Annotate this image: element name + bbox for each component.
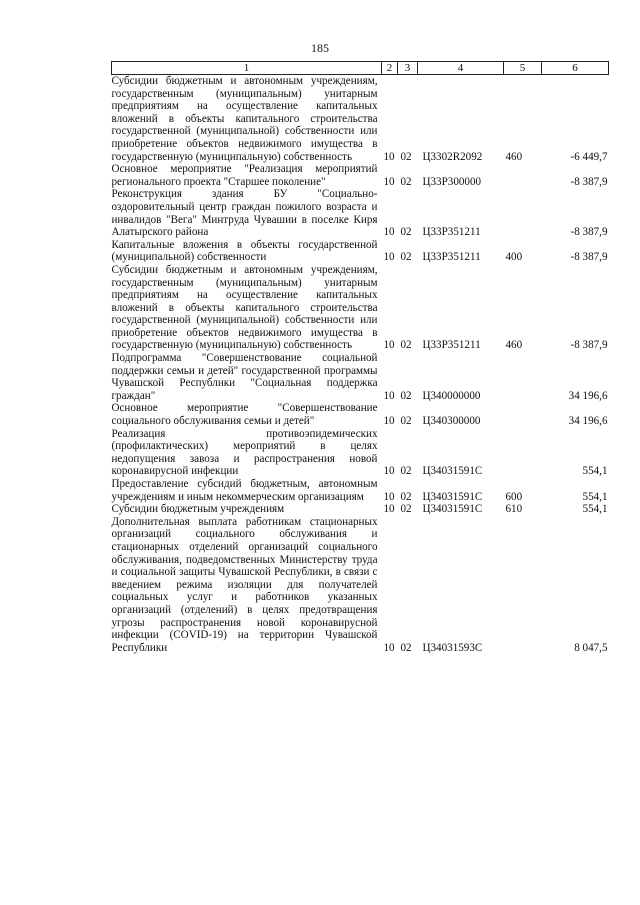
row-amount: -8 387,9 xyxy=(570,339,608,352)
row-amount: -6 449,7 xyxy=(570,150,608,163)
row-subsection: 02 xyxy=(400,503,412,516)
table-row xyxy=(112,516,609,655)
row-target-article: Ц33P351211 xyxy=(422,251,481,264)
row-name: Капитальные вложения в объекты государственной (муниципальной) собственности xyxy=(111,238,378,264)
budget-table xyxy=(111,61,609,654)
row-subsection: 02 xyxy=(400,389,412,402)
row-name: Субсидии бюджетным и автономным учреждениям, государственным (муниципальным) унитарным предприятиям на осуществление капитальных вложений в объекты капитального строительства государственной (муниципальной) собственности или приобретение объектов недвижимого имущества в государственную (муниципальную) собственность xyxy=(111,263,378,352)
row-target-article: Ц34031593С xyxy=(422,641,483,654)
table-row xyxy=(112,188,609,238)
table-row xyxy=(112,239,609,264)
row-expense-type: 610 xyxy=(505,503,523,516)
row-name: Основное мероприятие "Реализация мероприятий регионального проекта "Старшее поколение" xyxy=(111,163,378,188)
row-target-article: Ц34031591С xyxy=(422,503,483,516)
row-amount: -8 387,9 xyxy=(570,175,608,188)
row-amount: 34 196,6 xyxy=(568,389,608,402)
row-target-article: Ц33P351211 xyxy=(422,226,481,239)
row-section: 10 xyxy=(383,251,395,264)
row-expense-type: 400 xyxy=(505,251,523,264)
table-row xyxy=(112,352,609,402)
row-subsection: 02 xyxy=(400,226,412,239)
table-body xyxy=(112,75,609,655)
row-subsection: 02 xyxy=(400,465,412,478)
row-section: 10 xyxy=(383,150,395,163)
table-row xyxy=(112,163,609,188)
row-amount: 554,1 xyxy=(582,465,608,478)
row-amount: 554,1 xyxy=(582,503,608,516)
row-target-article: Ц33P300000 xyxy=(422,175,482,188)
row-section: 10 xyxy=(383,226,395,239)
row-target-article: Ц33P351211 xyxy=(422,339,481,352)
header-col-2: 2 xyxy=(382,62,398,75)
row-amount: 8 047,5 xyxy=(574,641,608,654)
row-subsection: 02 xyxy=(400,339,412,352)
table-row xyxy=(112,478,609,503)
row-name: Реализация противоэпидемических (профилактических) мероприятий в целях недопущения завоза и распространения новой коронавирусной инфекции xyxy=(111,427,378,478)
row-section: 10 xyxy=(383,415,395,428)
row-target-article: Ц340000000 xyxy=(422,389,481,402)
row-subsection: 02 xyxy=(400,251,412,264)
row-expense-type: 460 xyxy=(505,339,523,352)
row-section: 10 xyxy=(383,465,395,478)
row-subsection: 02 xyxy=(400,490,412,503)
row-target-article: Ц3302R2092 xyxy=(422,150,483,163)
row-target-article: Ц34031591С xyxy=(422,490,483,503)
row-expense-type: 460 xyxy=(505,150,523,163)
header-col-1: 1 xyxy=(112,62,382,75)
row-section: 10 xyxy=(383,641,395,654)
row-name: Реконструкция здания БУ "Социально-оздоровительный центр граждан пожилого возраста и инвалидов "Вега" Минтруда Чувашии в поселке Киря Алатырского района xyxy=(111,188,378,239)
row-name: Дополнительная выплата работникам стационарных организаций социального обслуживания и стационарных отделений организаций социального обслуживания, подведомственных Министерству труда и социальной защиты Чувашской Республики, в связи с введением режима изоляции для получателей социальных услуг и работников указанных организаций (отделений) в целях предотвращения угрозы распространения новой коронавирусной инфекции (COVID-19) на территории Чувашской Республики xyxy=(111,515,378,654)
row-expense-type: 600 xyxy=(505,490,523,503)
row-name: Субсидии бюджетным и автономным учреждениям, государственным (муниципальным) унитарным предприятиям на осуществление капитальных вложений в объекты капитального строительства государственной (муниципальной) собственности или приобретение объектов недвижимого имущества в государственную (муниципальную) собственность xyxy=(111,75,378,163)
page-number: 185 xyxy=(311,41,329,55)
table-row xyxy=(112,264,609,352)
row-expense-type xyxy=(504,428,542,478)
row-amount: 554,1 xyxy=(582,490,608,503)
row-name: Субсидии бюджетным учреждениям xyxy=(111,503,285,516)
row-section: 10 xyxy=(383,490,395,503)
row-name: Основное мероприятие "Совершенствование социального обслуживания семьи и детей" xyxy=(111,402,378,428)
row-expense-type xyxy=(504,188,542,238)
table-row xyxy=(112,402,609,427)
row-amount: -8 387,9 xyxy=(570,226,608,239)
table-row xyxy=(112,75,609,164)
row-section: 10 xyxy=(383,503,395,516)
row-target-article: Ц34031591С xyxy=(422,465,483,478)
row-section: 10 xyxy=(383,389,395,402)
header-col-6: 6 xyxy=(542,62,609,75)
header-col-5: 5 xyxy=(504,62,542,75)
row-section: 10 xyxy=(383,175,395,188)
table-header-row xyxy=(112,62,609,75)
row-subsection: 02 xyxy=(400,150,412,163)
table-row xyxy=(112,428,609,478)
row-subsection: 02 xyxy=(400,175,412,188)
row-expense-type xyxy=(504,352,542,402)
row-amount: 34 196,6 xyxy=(568,415,608,428)
row-subsection: 02 xyxy=(400,415,412,428)
header-col-4: 4 xyxy=(418,62,504,75)
table-row xyxy=(112,503,609,516)
row-name: Предоставление субсидий бюджетным, автономным учреждениям и иным некоммерческим организациям xyxy=(111,478,378,503)
row-target-article: Ц340300000 xyxy=(422,415,481,428)
row-expense-type xyxy=(504,163,542,188)
row-expense-type xyxy=(504,402,542,427)
header-col-3: 3 xyxy=(398,62,418,75)
row-name: Подпрограмма "Совершенствование социальной поддержки семьи и детей" государственной программы Чувашской Республики "Социальная поддержка граждан" xyxy=(111,352,378,402)
row-subsection: 02 xyxy=(400,641,412,654)
row-amount: -8 387,9 xyxy=(570,251,608,264)
row-section: 10 xyxy=(383,339,395,352)
row-expense-type xyxy=(504,516,542,655)
